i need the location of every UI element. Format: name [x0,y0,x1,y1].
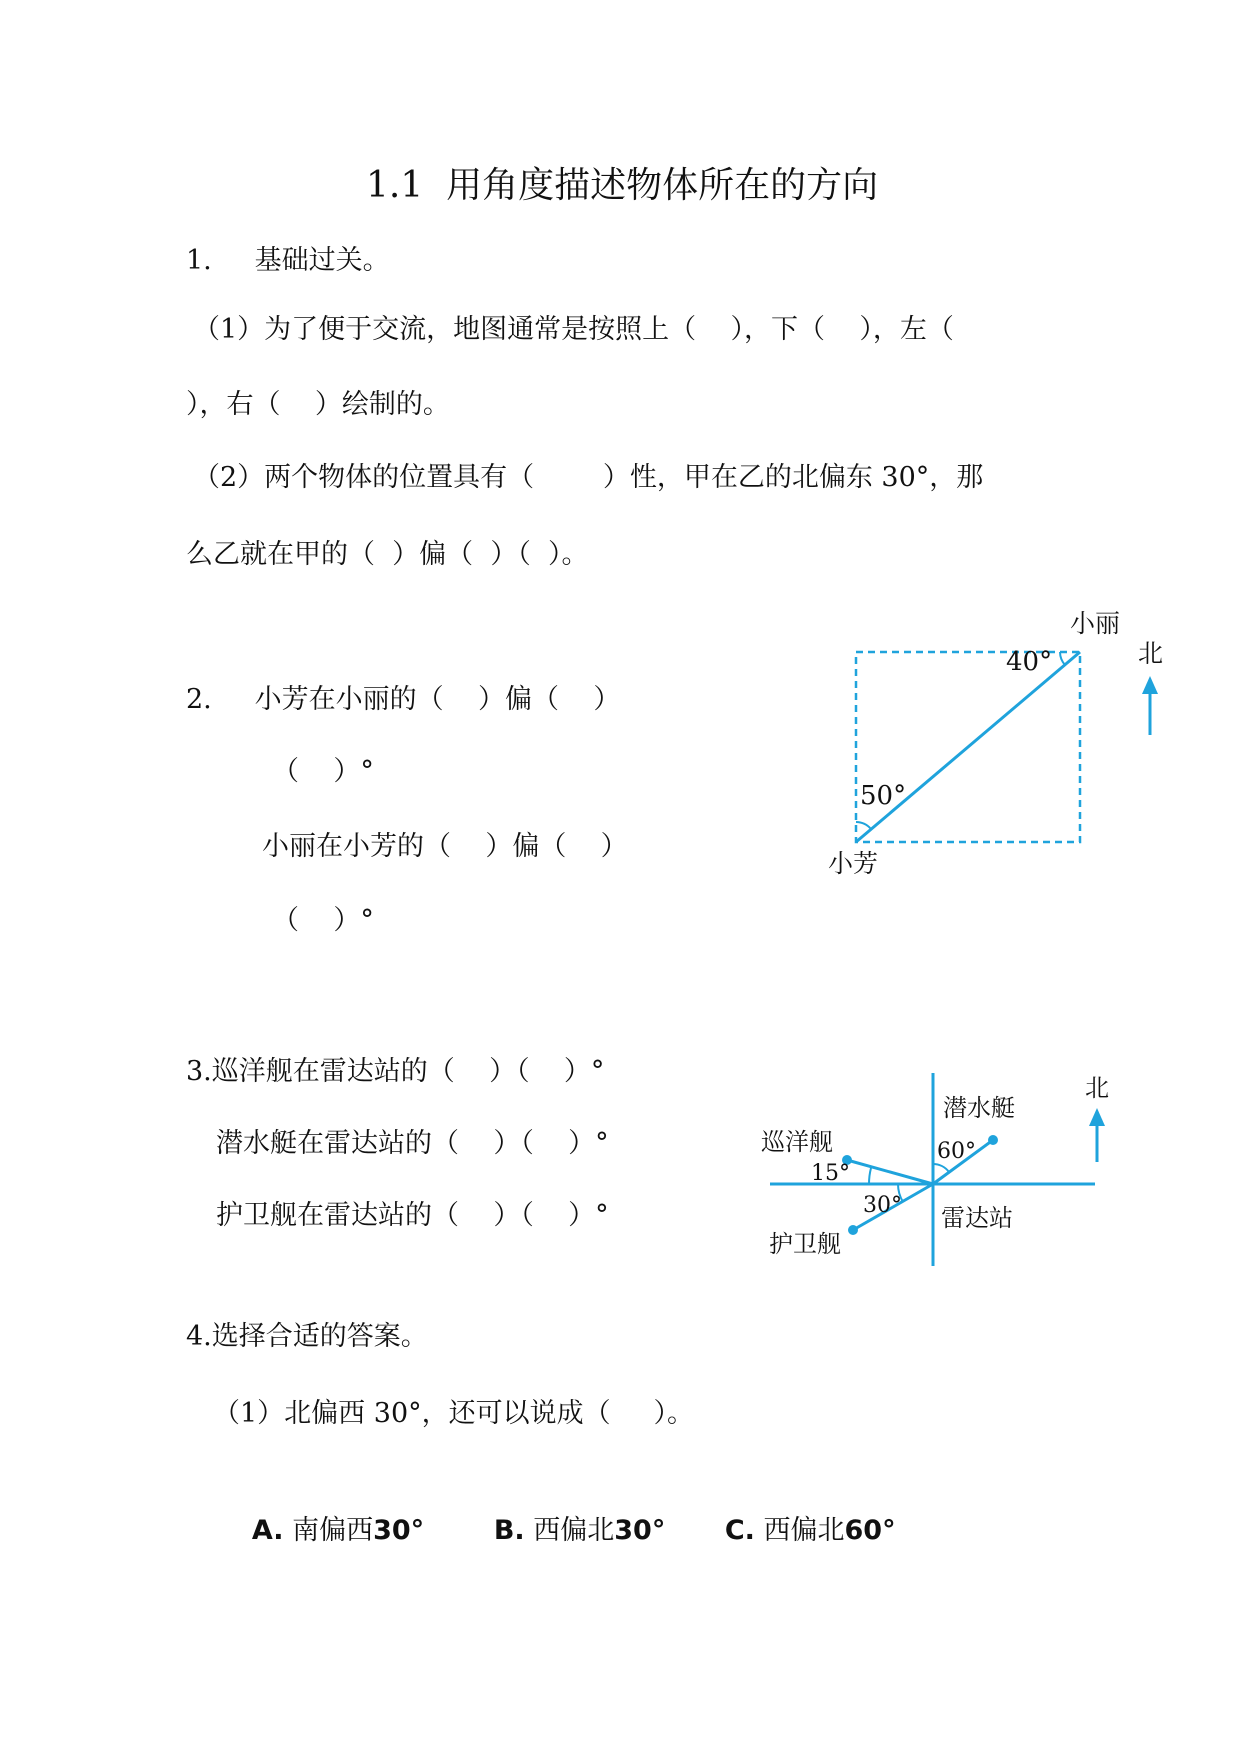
option-text: 西偏北 [533,1515,615,1546]
option-letter: A [251,1515,274,1546]
angle-50-label: 50° [860,781,907,811]
q2-figure [820,610,1210,880]
q2-line1: 2. 小芳在小丽的（ ）偏（ ） [186,684,621,715]
north-arrow-icon [1142,676,1158,694]
cruiser-label: 巡洋舰 [761,1128,833,1156]
north-label: 北 [1085,1074,1109,1102]
q1-part2-line1: （2）两个物体的位置具有（ ）性，甲在乙的北偏东 30°，那 [193,462,984,493]
escort-point [848,1225,858,1235]
option-value: 30° [373,1515,425,1546]
q3-line3: 护卫舰在雷达站的（ ）（ ）° [216,1200,609,1231]
submarine-point [988,1135,998,1145]
submarine-label: 潜水艇 [943,1094,1015,1122]
connecting-line [856,652,1080,842]
option-letter: C [724,1515,745,1546]
q3-line2: 潜水艇在雷达站的（ ）（ ）° [216,1128,609,1159]
xiaofang-label: 小芳 [828,849,879,878]
q2-line4: （ ）° [272,905,374,936]
angle-30-label: 30° [863,1193,902,1218]
escort-label: 护卫舰 [769,1230,841,1258]
angle-40-label: 40° [1006,647,1053,677]
option-text: 西偏北 [763,1515,845,1546]
q1-part2-line2: 么乙就在甲的（ ）偏（ ）（ ）。 [186,539,589,570]
radar-label: 雷达站 [941,1204,1013,1232]
option-text: 南偏西 [292,1515,374,1546]
q2-line3: 小丽在小芳的（ ）偏（ ） [262,831,628,862]
north-label: 北 [1138,639,1164,668]
xiaoli-label: 小丽 [1070,609,1121,638]
q4-question: （1）北偏西 30°，还可以说成（ ）。 [213,1398,695,1429]
angle-arc-bottom [856,822,871,829]
option-letter: B [493,1515,515,1546]
q2-line2: （ ）° [272,756,374,787]
angle-15-label: 15° [811,1161,850,1186]
angle-60-label: 60° [937,1139,976,1164]
option-b[interactable]: B. 西偏北30° [493,1515,666,1546]
q1-heading: 1. 基础过关。 [186,245,390,276]
q3-line1: 3.巡洋舰在雷达站的（ ）（ ）° [186,1056,605,1087]
page-title: 1.1 用角度描述物体所在的方向 [366,165,879,206]
q1-part1-line2: ），右（ ）绘制的。 [186,389,450,420]
option-a[interactable]: A. 南偏西30° [251,1515,425,1546]
q1-part1-line1: （1）为了便于交流，地图通常是按照上（ ），下（ ），左（ [193,314,954,345]
angle-arc-top [1060,652,1065,665]
option-value: 60° [844,1515,896,1546]
q4-heading: 4.选择合适的答案。 [186,1321,428,1352]
option-value: 30° [614,1515,666,1546]
option-c[interactable]: C. 西偏北60° [724,1515,896,1546]
q3-figure [755,1070,1125,1270]
